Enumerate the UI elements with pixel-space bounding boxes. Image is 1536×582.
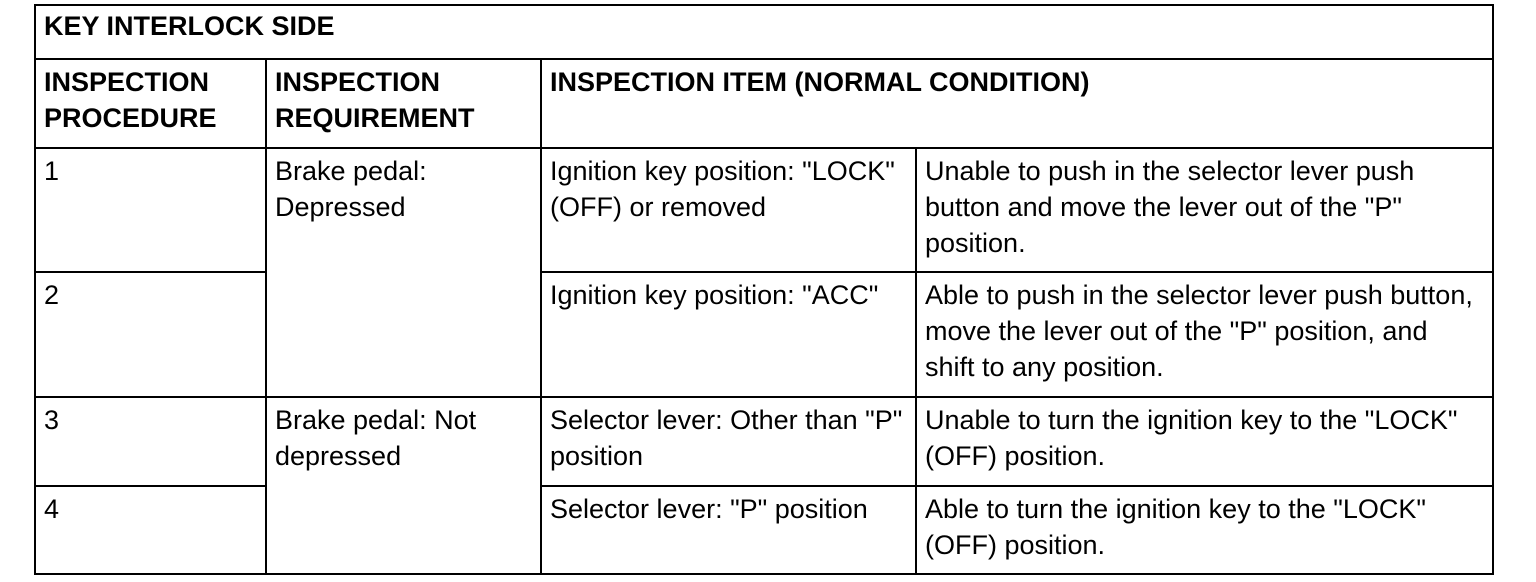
table-title: KEY INTERLOCK SIDE xyxy=(35,5,1493,59)
inspection-item: Selector lever: Other than "P" position xyxy=(541,397,916,486)
normal-condition: Able to push in the selector lever push button, move the lever out of the "P" position, and shift to any position. xyxy=(916,272,1493,397)
normal-condition: Able to turn the ignition key to the "LOCK" (OFF) position. xyxy=(916,486,1493,574)
inspection-requirement: Brake pedal: Not depressed xyxy=(266,397,541,574)
header-inspection-requirement: INSPECTION REQUIREMENT xyxy=(266,59,541,148)
normal-condition: Unable to turn the ignition key to the "LOCK" (OFF) position. xyxy=(916,397,1493,486)
table-row xyxy=(35,148,1493,272)
procedure-number: 1 xyxy=(35,148,266,272)
normal-condition: Unable to push in the selector lever push button and move the lever out of the "P" position. xyxy=(916,148,1493,272)
key-interlock-table xyxy=(34,4,1494,575)
procedure-number: 3 xyxy=(35,397,266,486)
procedure-number: 2 xyxy=(35,272,266,397)
inspection-item: Selector lever: "P" position xyxy=(541,486,916,574)
table-row xyxy=(35,272,1493,397)
header-inspection-item: INSPECTION ITEM (NORMAL CONDITION) xyxy=(541,59,1493,148)
inspection-item: Ignition key position: "ACC" xyxy=(541,272,916,397)
table-row xyxy=(35,486,1493,574)
table-title-row xyxy=(35,5,1493,59)
header-inspection-procedure: INSPECTION PROCEDURE xyxy=(35,59,266,148)
table-header-row xyxy=(35,59,1493,148)
table-row xyxy=(35,397,1493,486)
inspection-item: Ignition key position: "LOCK" (OFF) or removed xyxy=(541,148,916,272)
procedure-number: 4 xyxy=(35,486,266,574)
inspection-requirement: Brake pedal: Depressed xyxy=(266,148,541,397)
